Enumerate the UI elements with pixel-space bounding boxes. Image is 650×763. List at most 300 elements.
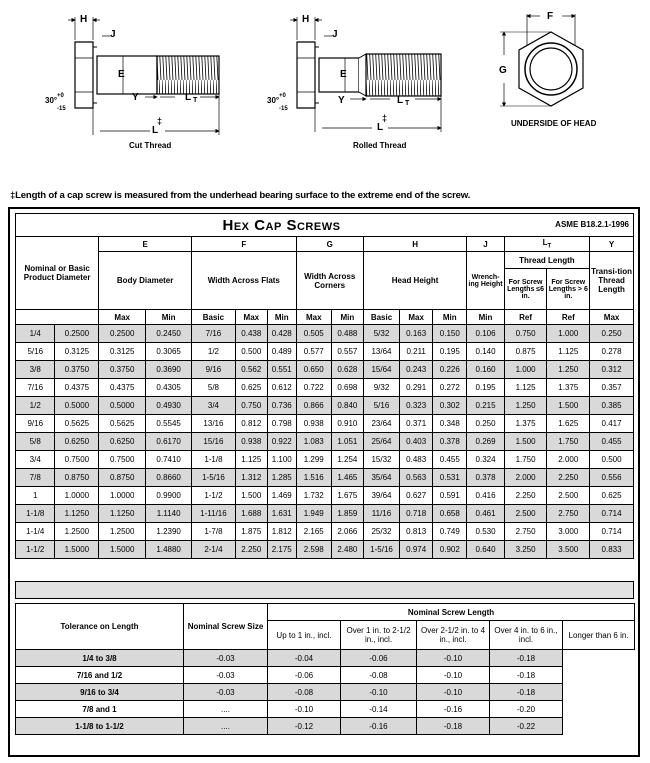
nominal-fraction-cell: 1/4 <box>16 325 55 343</box>
table-cell: 1.516 <box>296 469 331 487</box>
t-subscript-2: T <box>405 100 410 107</box>
table-cell: 0.4375 <box>55 379 99 397</box>
tol-minus-2: -15 <box>279 106 288 112</box>
tolerance-value: -0.18 <box>490 667 563 684</box>
table-cell: 1.1250 <box>99 505 146 523</box>
technical-drawings <box>0 0 650 185</box>
hex-cap-screw-table <box>15 213 634 559</box>
table-cell: 0.488 <box>331 325 363 343</box>
table-row <box>16 397 634 415</box>
width-corners-header: Width Across Corners <box>296 252 363 310</box>
table-cell: 0.833 <box>590 541 634 559</box>
table-cell: 2.250 <box>547 469 590 487</box>
table-cell: 0.562 <box>235 361 267 379</box>
table-cell: 2-1/4 <box>192 541 236 559</box>
tolerance-value: -0.14 <box>341 701 417 718</box>
length-range-header: Over 1 in. to 2-1/2 in., incl. <box>341 621 417 650</box>
thread-length-header: Thread Length <box>504 252 589 269</box>
tolerance-value: -0.10 <box>268 701 341 718</box>
tolerance-value: -0.08 <box>268 684 341 701</box>
table-cell: 0.577 <box>296 343 331 361</box>
length-range-header: Longer than 6 in. <box>563 621 635 650</box>
table-cell: 0.736 <box>267 397 296 415</box>
table-cell: 0.556 <box>590 469 634 487</box>
col-h: H <box>363 237 467 252</box>
tolerance-value: -0.04 <box>268 650 341 667</box>
table-cell: 1.500 <box>504 433 547 451</box>
table-cell: 0.866 <box>296 397 331 415</box>
table-cell: 0.3750 <box>55 361 99 379</box>
h-label: H <box>80 14 88 25</box>
table-cell: 0.3125 <box>55 343 99 361</box>
table-cell: 0.378 <box>433 433 467 451</box>
table-cell: 1.083 <box>296 433 331 451</box>
table-cell: 1.299 <box>296 451 331 469</box>
table-cell: 0.625 <box>235 379 267 397</box>
table-cell: 0.2500 <box>99 325 146 343</box>
table-cell: 0.438 <box>235 325 267 343</box>
table-cell: 0.627 <box>400 487 433 505</box>
table-cell: 0.812 <box>235 415 267 433</box>
table-cell: 0.302 <box>433 397 467 415</box>
table-cell: 1.125 <box>547 343 590 361</box>
table-cell: 0.714 <box>590 523 634 541</box>
table-cell: 0.4305 <box>146 379 192 397</box>
col-f: F <box>192 237 297 252</box>
tolerance-label: Tolerance on Length <box>16 604 184 650</box>
table-cell: 0.718 <box>400 505 433 523</box>
tolerance-value: -0.12 <box>268 718 341 735</box>
table-cell: 0.385 <box>590 397 634 415</box>
nominal-fraction-cell: 1 <box>16 487 55 505</box>
table-cell: 0.2500 <box>55 325 99 343</box>
table-cell: 0.974 <box>400 541 433 559</box>
table-cell: 0.7500 <box>99 451 146 469</box>
table-cell: 2.500 <box>547 487 590 505</box>
table-cell: 1.0000 <box>99 487 146 505</box>
tolerance-value: .... <box>184 701 268 718</box>
table-cell: 1.465 <box>331 469 363 487</box>
table-cell: 5/16 <box>363 397 399 415</box>
table-cell: 0.455 <box>590 433 634 451</box>
tolerance-value: -0.03 <box>184 650 268 667</box>
nominal-header: Nominal or Basic Product Diameter <box>16 237 99 310</box>
tolerance-value: -0.16 <box>417 701 490 718</box>
table-cell: 0.461 <box>467 505 504 523</box>
tolerance-value: -0.20 <box>490 701 563 718</box>
table-cell: 1-5/16 <box>363 541 399 559</box>
table-cell: 0.3125 <box>99 343 146 361</box>
g-label: G <box>499 65 507 76</box>
nominal-fraction-cell: 1-1/2 <box>16 541 55 559</box>
table-cell: 0.106 <box>467 325 504 343</box>
table-cell: 1-5/16 <box>192 469 236 487</box>
table-cell: 0.798 <box>267 415 296 433</box>
table-separator <box>15 581 634 599</box>
j-label-2: J <box>332 29 338 40</box>
screw-size-cell: 1-1/8 to 1-1/2 <box>16 718 184 735</box>
tolerance-value: -0.08 <box>341 667 417 684</box>
table-cell: 23/64 <box>363 415 399 433</box>
table-cell: 3.000 <box>547 523 590 541</box>
screw-size-cell: 7/16 and 1/2 <box>16 667 184 684</box>
table-cell: 1.688 <box>235 505 267 523</box>
table-cell: 2.165 <box>296 523 331 541</box>
table-row <box>16 469 634 487</box>
table-cell: 0.563 <box>400 469 433 487</box>
h-label-2: H <box>302 14 310 25</box>
table-cell: 0.938 <box>296 415 331 433</box>
table-cell: 1.949 <box>296 505 331 523</box>
table-cell: 0.698 <box>331 379 363 397</box>
table-row <box>16 361 634 379</box>
underside-caption: UNDERSIDE OF HEAD <box>511 119 597 128</box>
table-cell: 0.658 <box>433 505 467 523</box>
table-cell: 0.640 <box>467 541 504 559</box>
tolerance-value: -0.10 <box>417 667 490 684</box>
table-cell: 0.6250 <box>99 433 146 451</box>
width-flats-header: Width Across Flats <box>192 252 297 310</box>
subheader-row <box>16 310 634 325</box>
table-cell: 0.500 <box>590 451 634 469</box>
table-cell: 1-11/16 <box>192 505 236 523</box>
subheader-cell: Min <box>267 310 296 325</box>
table-cell: 1.312 <box>235 469 267 487</box>
tolerance-row <box>16 701 635 718</box>
table-cell: 0.8750 <box>99 469 146 487</box>
table-cell: 0.6250 <box>55 433 99 451</box>
table-cell: 2.000 <box>547 451 590 469</box>
table-row <box>16 541 634 559</box>
table-cell: 0.6170 <box>146 433 192 451</box>
screw-size-cell: 7/8 and 1 <box>16 701 184 718</box>
underside-drawing <box>499 11 597 128</box>
tolerance-row <box>16 684 635 701</box>
table-cell: 0.5625 <box>55 415 99 433</box>
short-screw-header: For Screw Lengths ≤6 in. <box>504 269 547 310</box>
table-cell: 2.250 <box>235 541 267 559</box>
body-diameter-header: Body Diameter <box>99 252 192 310</box>
nominal-fraction-cell: 3/8 <box>16 361 55 379</box>
tolerance-value: -0.06 <box>341 650 417 667</box>
table-cell: 0.4375 <box>99 379 146 397</box>
table-cell: 0.505 <box>296 325 331 343</box>
table-cell: 0.348 <box>433 415 467 433</box>
length-range-header: Over 2-1/2 in. to 4 in., incl. <box>417 621 490 650</box>
table-cell: 0.5545 <box>146 415 192 433</box>
table-cell: 0.531 <box>433 469 467 487</box>
j-label: J <box>110 29 116 40</box>
t-subscript: T <box>193 97 198 104</box>
table-cell: 0.324 <box>467 451 504 469</box>
table-cell: 0.4930 <box>146 397 192 415</box>
tolerance-value: -0.10 <box>417 684 490 701</box>
table-cell: 1.732 <box>296 487 331 505</box>
subheader-blank <box>16 310 99 325</box>
head-height-header: Head Height <box>363 252 467 310</box>
length-range-header: Over 4 in. to 6 in., incl. <box>490 621 563 650</box>
rolled-thread-drawing <box>267 14 441 150</box>
table-cell: 1/2 <box>192 343 236 361</box>
col-g: G <box>296 237 363 252</box>
table-cell: 0.211 <box>400 343 433 361</box>
table-cell: 1.375 <box>504 415 547 433</box>
table-row <box>16 523 634 541</box>
table-cell: 0.3750 <box>99 361 146 379</box>
y-label-2: Y <box>338 95 345 106</box>
table-cell: 0.140 <box>467 343 504 361</box>
table-cell: 0.371 <box>400 415 433 433</box>
table-cell: 2.480 <box>331 541 363 559</box>
table-cell: 0.3690 <box>146 361 192 379</box>
screw-size-cell: 1/4 to 3/8 <box>16 650 184 667</box>
tolerance-value: -0.10 <box>341 684 417 701</box>
table-cell: 0.250 <box>467 415 504 433</box>
e-label: E <box>118 69 125 80</box>
table-cell: 0.5000 <box>55 397 99 415</box>
table-cell: 0.150 <box>433 325 467 343</box>
table-cell: 1.625 <box>547 415 590 433</box>
length-footnote: ‡Length of a cap screw is measured from the underhead bearing surface to the extreme end of the screw. <box>10 190 471 201</box>
nominal-fraction-cell: 1-1/4 <box>16 523 55 541</box>
table-cell: 5/32 <box>363 325 399 343</box>
subheader-cell: Ref <box>547 310 590 325</box>
nominal-fraction-cell: 7/16 <box>16 379 55 397</box>
tolerance-value: -0.22 <box>490 718 563 735</box>
nominal-fraction-cell: 9/16 <box>16 415 55 433</box>
table-cell: 15/16 <box>192 433 236 451</box>
table-cell: 0.750 <box>504 325 547 343</box>
table-cell: 0.5625 <box>99 415 146 433</box>
nominal-fraction-cell: 5/8 <box>16 433 55 451</box>
table-cell: 0.557 <box>331 343 363 361</box>
table-cell: 0.269 <box>467 433 504 451</box>
table-cell: 3.500 <box>547 541 590 559</box>
table-cell: 2.000 <box>504 469 547 487</box>
screw-size-cell: 9/16 to 3/4 <box>16 684 184 701</box>
table-cell: 1.5000 <box>55 541 99 559</box>
lt-label-2: L <box>397 95 404 106</box>
table-cell: 1-1/2 <box>192 487 236 505</box>
col-e: E <box>99 237 192 252</box>
table-cell: 1-1/8 <box>192 451 236 469</box>
rolled-thread-caption: Rolled Thread <box>353 141 407 150</box>
ddagger-mark: ‡ <box>157 116 163 126</box>
table-row <box>16 325 634 343</box>
table-cell: 3.250 <box>504 541 547 559</box>
subheader-cell: Basic <box>192 310 236 325</box>
l-label-2: L <box>377 122 384 133</box>
wrenching-header: Wrench-ing Height <box>467 252 504 310</box>
table-cell: 1.469 <box>267 487 296 505</box>
spec-table-frame <box>8 207 640 757</box>
subheader-cell: Max <box>296 310 331 325</box>
col-t: T <box>547 243 552 250</box>
table-cell: 0.215 <box>467 397 504 415</box>
table-cell: 0.3065 <box>146 343 192 361</box>
table-cell: 0.357 <box>590 379 634 397</box>
table-cell: 1.750 <box>504 451 547 469</box>
table-cell: 13/64 <box>363 343 399 361</box>
table-cell: 1.1250 <box>55 505 99 523</box>
table-cell: 0.5000 <box>99 397 146 415</box>
angle-label-2: 30° <box>267 96 280 105</box>
table-cell: 0.9900 <box>146 487 192 505</box>
table-cell: 0.250 <box>590 325 634 343</box>
length-header: Nominal Screw Length <box>268 604 635 621</box>
table-title: Hex Cap Screws <box>16 214 547 237</box>
table-cell: 2.175 <box>267 541 296 559</box>
tol-plus-2: +0 <box>279 93 286 99</box>
table-cell: 1.000 <box>504 361 547 379</box>
table-cell: 0.195 <box>433 343 467 361</box>
nominal-fraction-cell: 5/16 <box>16 343 55 361</box>
table-cell: 2.598 <box>296 541 331 559</box>
table-cell: 0.722 <box>296 379 331 397</box>
subheader-cell: Max <box>99 310 146 325</box>
table-cell: 1.4880 <box>146 541 192 559</box>
table-cell: 1.100 <box>267 451 296 469</box>
table-cell: 39/64 <box>363 487 399 505</box>
table-cell: 25/64 <box>363 433 399 451</box>
table-cell: 2.066 <box>331 523 363 541</box>
table-cell: 0.551 <box>267 361 296 379</box>
table-cell: 0.840 <box>331 397 363 415</box>
subheader-cell: Basic <box>363 310 399 325</box>
table-cell: 1.875 <box>235 523 267 541</box>
subheader-cell: Max <box>590 310 634 325</box>
angle-label: 30° <box>45 96 58 105</box>
table-cell: 1.375 <box>547 379 590 397</box>
table-cell: 0.750 <box>235 397 267 415</box>
col-j: J <box>467 237 504 252</box>
nominal-fraction-cell: 3/4 <box>16 451 55 469</box>
tolerance-value: -0.03 <box>184 684 268 701</box>
subheader-cell: Min <box>146 310 192 325</box>
table-cell: 0.2450 <box>146 325 192 343</box>
table-cell: 1.500 <box>235 487 267 505</box>
nominal-fraction-cell: 7/8 <box>16 469 55 487</box>
table-cell: 0.416 <box>467 487 504 505</box>
table-cell: 3/4 <box>192 397 236 415</box>
y-label: Y <box>132 92 139 103</box>
table-cell: 0.272 <box>433 379 467 397</box>
tolerance-row <box>16 718 635 735</box>
cut-thread-caption: Cut Thread <box>129 141 172 150</box>
table-cell: 5/8 <box>192 379 236 397</box>
table-cell: 0.7500 <box>55 451 99 469</box>
table-cell: 1.750 <box>547 433 590 451</box>
tolerance-row <box>16 650 635 667</box>
table-cell: 1.125 <box>504 379 547 397</box>
table-cell: 0.489 <box>267 343 296 361</box>
subheader-cell: Ref <box>504 310 547 325</box>
table-cell: 1.2500 <box>99 523 146 541</box>
table-cell: 1.859 <box>331 505 363 523</box>
table-cell: 0.195 <box>467 379 504 397</box>
table-cell: 0.378 <box>467 469 504 487</box>
table-cell: 0.530 <box>467 523 504 541</box>
table-cell: 9/16 <box>192 361 236 379</box>
tolerance-value: -0.16 <box>341 718 417 735</box>
long-screw-header: For Screw Lengths > 6 in. <box>547 269 590 310</box>
table-cell: 0.312 <box>590 361 634 379</box>
nominal-size-header: Nominal Screw Size <box>184 604 268 650</box>
table-cell: 0.278 <box>590 343 634 361</box>
tol-plus: +0 <box>57 93 64 99</box>
subheader-cell: Min <box>467 310 504 325</box>
table-cell: 1.250 <box>547 361 590 379</box>
subheader-cell: Min <box>433 310 467 325</box>
table-row <box>16 379 634 397</box>
table-cell: 0.910 <box>331 415 363 433</box>
table-cell: 0.591 <box>433 487 467 505</box>
tolerance-value: -0.06 <box>268 667 341 684</box>
table-cell: 1-7/8 <box>192 523 236 541</box>
table-row <box>16 433 634 451</box>
table-cell: 0.455 <box>433 451 467 469</box>
table-cell: 0.243 <box>400 361 433 379</box>
table-cell: 1.675 <box>331 487 363 505</box>
table-cell: 0.625 <box>590 487 634 505</box>
subheader-cell: Max <box>400 310 433 325</box>
table-cell: 2.750 <box>504 523 547 541</box>
table-cell: 0.226 <box>433 361 467 379</box>
table-cell: 11/16 <box>363 505 399 523</box>
lt-label: L <box>185 92 192 103</box>
tolerance-row <box>16 667 635 684</box>
table-cell: 1.631 <box>267 505 296 523</box>
table-cell: 1.0000 <box>55 487 99 505</box>
table-cell: 1.2500 <box>55 523 99 541</box>
table-cell: 15/32 <box>363 451 399 469</box>
subheader-cell: Max <box>235 310 267 325</box>
table-cell: 0.323 <box>400 397 433 415</box>
table-cell: 0.163 <box>400 325 433 343</box>
table-cell: 0.417 <box>590 415 634 433</box>
table-cell: 1.000 <box>547 325 590 343</box>
col-l: L <box>542 238 548 248</box>
standard-label: ASME B18.2.1-1996 <box>547 214 634 237</box>
col-y: Y <box>590 237 634 252</box>
table-cell: 1.125 <box>235 451 267 469</box>
table-cell: 1.250 <box>504 397 547 415</box>
table-cell: 1.2390 <box>146 523 192 541</box>
table-cell: 0.650 <box>296 361 331 379</box>
table-cell: 1.285 <box>267 469 296 487</box>
tolerance-table <box>15 603 635 735</box>
table-cell: 0.8750 <box>55 469 99 487</box>
table-cell: 0.483 <box>400 451 433 469</box>
table-cell: 25/32 <box>363 523 399 541</box>
table-row <box>16 505 634 523</box>
l-label: L <box>152 125 159 136</box>
table-cell: 2.250 <box>504 487 547 505</box>
tolerance-value: -0.10 <box>417 650 490 667</box>
tolerance-value: -0.18 <box>417 718 490 735</box>
table-cell: 0.875 <box>504 343 547 361</box>
table-cell: 1.500 <box>547 397 590 415</box>
table-cell: 1.812 <box>267 523 296 541</box>
table-cell: 1.051 <box>331 433 363 451</box>
table-cell: 0.403 <box>400 433 433 451</box>
nominal-fraction-cell: 1-1/8 <box>16 505 55 523</box>
table-cell: 13/16 <box>192 415 236 433</box>
table-cell: 0.500 <box>235 343 267 361</box>
col-lt <box>504 237 589 252</box>
table-cell: 0.7410 <box>146 451 192 469</box>
table-cell: 0.938 <box>235 433 267 451</box>
